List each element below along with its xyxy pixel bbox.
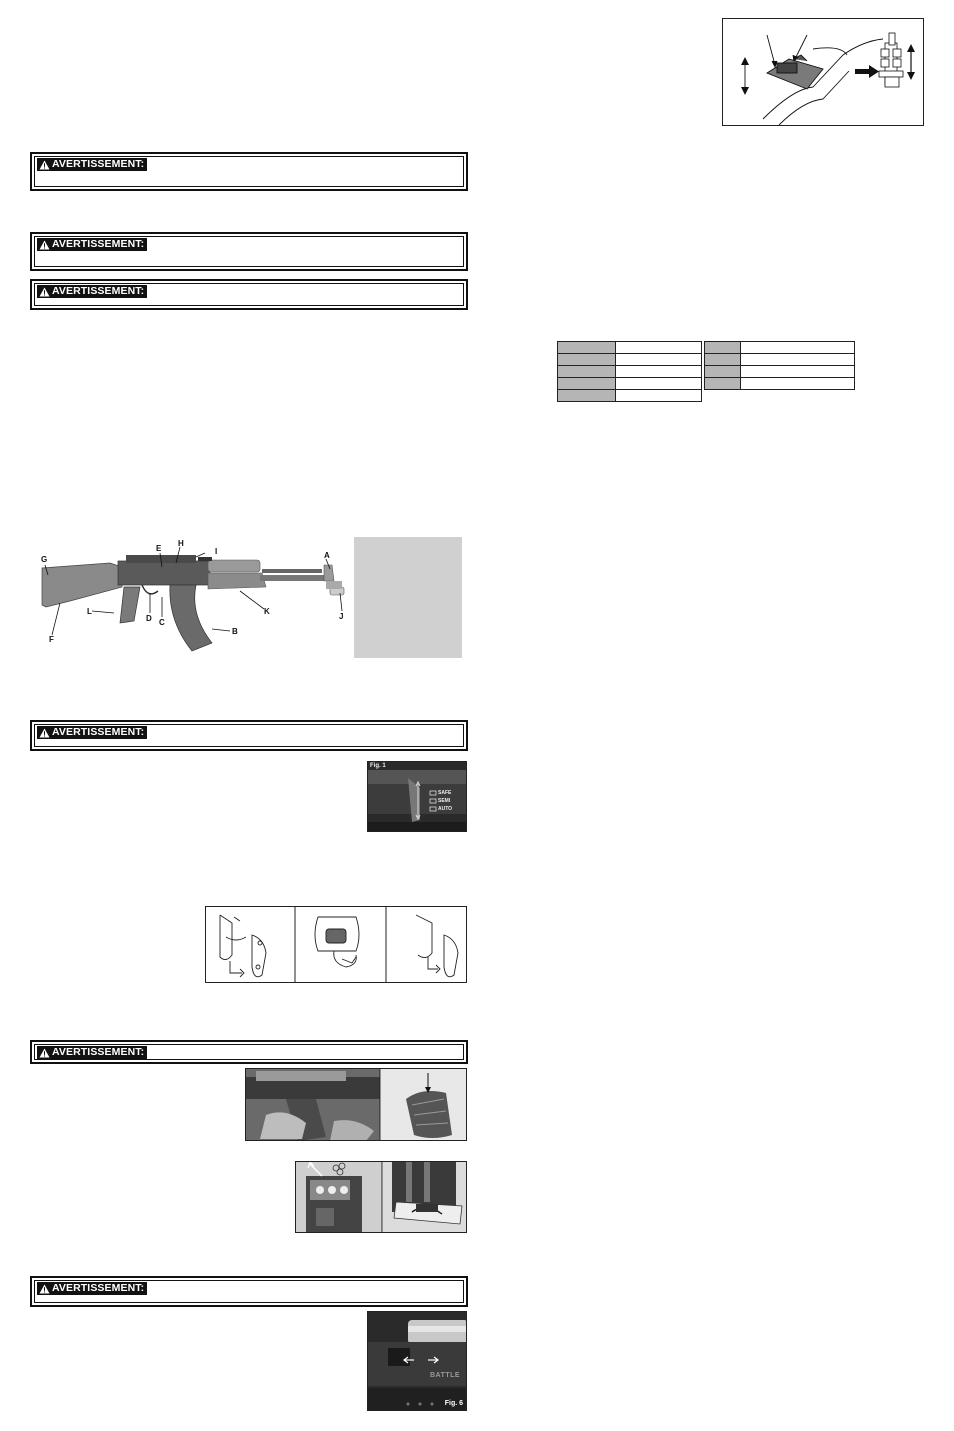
- part-label-e: E: [156, 544, 162, 553]
- warning-badge: [37, 238, 147, 251]
- bolt-handle-photo: [367, 1311, 467, 1411]
- warning-box-3: [30, 279, 468, 310]
- table-cell: [705, 342, 741, 354]
- table-row: [558, 354, 702, 366]
- warning-box-4: [30, 720, 468, 751]
- table-cell: [741, 342, 855, 354]
- table-cell: [705, 366, 741, 378]
- part-label-i: I: [215, 547, 218, 556]
- table-cell: [616, 390, 702, 402]
- table-cell: [705, 354, 741, 366]
- warning-badge: [37, 285, 147, 298]
- table-cell: [705, 378, 741, 390]
- table-cell: [558, 354, 616, 366]
- selector-photo: [367, 761, 467, 832]
- part-label-k: K: [264, 607, 270, 616]
- table-cell: [741, 378, 855, 390]
- warning-triangle-icon: [39, 240, 50, 250]
- warning-label: AVERTISSEMENT:: [52, 1282, 145, 1294]
- table-row: [705, 342, 855, 354]
- magazine-insertion-photo: [246, 1069, 467, 1141]
- table-row: [705, 354, 855, 366]
- warning-badge: [37, 158, 147, 171]
- warning-triangle-icon: [39, 728, 50, 738]
- rifle-parts-diagram: [30, 535, 350, 655]
- table-cell: [616, 366, 702, 378]
- warning-box-6: [30, 1276, 468, 1307]
- part-label-g: G: [41, 555, 48, 564]
- warning-badge: [37, 1046, 147, 1059]
- hop-up-diagram: [723, 19, 924, 126]
- warning-badge: [37, 1282, 147, 1295]
- warning-triangle-icon: [39, 1284, 50, 1294]
- battery-compartment-drawing: [206, 907, 467, 983]
- table-cell: [558, 342, 616, 354]
- bolt-handle-image: [368, 1312, 467, 1411]
- rifle-illustration: [30, 535, 350, 655]
- warning-label: AVERTISSEMENT:: [52, 238, 145, 250]
- parts-table-right: [704, 341, 855, 390]
- warning-triangle-icon: [39, 160, 50, 170]
- table-cell: [616, 342, 702, 354]
- table-row: [558, 342, 702, 354]
- table-cell: [558, 378, 616, 390]
- table-cell: [558, 366, 616, 378]
- warning-label: AVERTISSEMENT:: [52, 285, 145, 297]
- table-row: [558, 378, 702, 390]
- table-row: [558, 390, 702, 402]
- table-row: [558, 366, 702, 378]
- part-label-a: A: [324, 551, 330, 560]
- part-label-h: H: [178, 539, 184, 548]
- warning-triangle-icon: [39, 287, 50, 297]
- part-label-j: J: [339, 612, 344, 621]
- warning-box-5: [30, 1040, 468, 1064]
- hop-up-adjustment-figure: [722, 18, 924, 126]
- gray-sidebar-panel: [354, 537, 462, 658]
- selector-mark-safe: SAFE: [438, 790, 452, 796]
- table-row: [705, 378, 855, 390]
- selector-mark-auto: AUTO: [438, 806, 453, 812]
- selector-mark-semi: SEMI: [438, 798, 451, 804]
- receiver-brand-marking: BATTLE: [430, 1372, 461, 1379]
- warning-label: AVERTISSEMENT:: [52, 726, 145, 738]
- table-cell: [616, 354, 702, 366]
- warning-label: AVERTISSEMENT:: [52, 1046, 145, 1058]
- table-cell: [741, 354, 855, 366]
- part-label-l: L: [87, 607, 92, 616]
- warning-triangle-icon: [39, 1048, 50, 1058]
- parts-table-left: [557, 341, 702, 402]
- bolt-fig-caption: Fig. 6: [444, 1400, 463, 1407]
- part-label-d: D: [146, 614, 152, 623]
- table-cell: [741, 366, 855, 378]
- warning-box-1: [30, 152, 468, 191]
- magazine-loading-figure: [295, 1161, 467, 1233]
- magazine-insertion-figure: [245, 1068, 467, 1141]
- selector-fig-caption: Fig. 1: [370, 763, 386, 769]
- magazine-loading-photo: [296, 1162, 467, 1233]
- warning-badge: [37, 726, 147, 739]
- table-cell: [616, 378, 702, 390]
- selector-photo-image: [368, 762, 467, 832]
- table-cell: [558, 390, 616, 402]
- table-row: [705, 366, 855, 378]
- part-label-f: F: [49, 635, 54, 644]
- warning-box-2: [30, 232, 468, 271]
- warning-label: AVERTISSEMENT:: [52, 158, 145, 170]
- part-label-b: B: [232, 627, 238, 636]
- part-label-c: C: [159, 618, 165, 627]
- battery-compartment-figure: [205, 906, 467, 983]
